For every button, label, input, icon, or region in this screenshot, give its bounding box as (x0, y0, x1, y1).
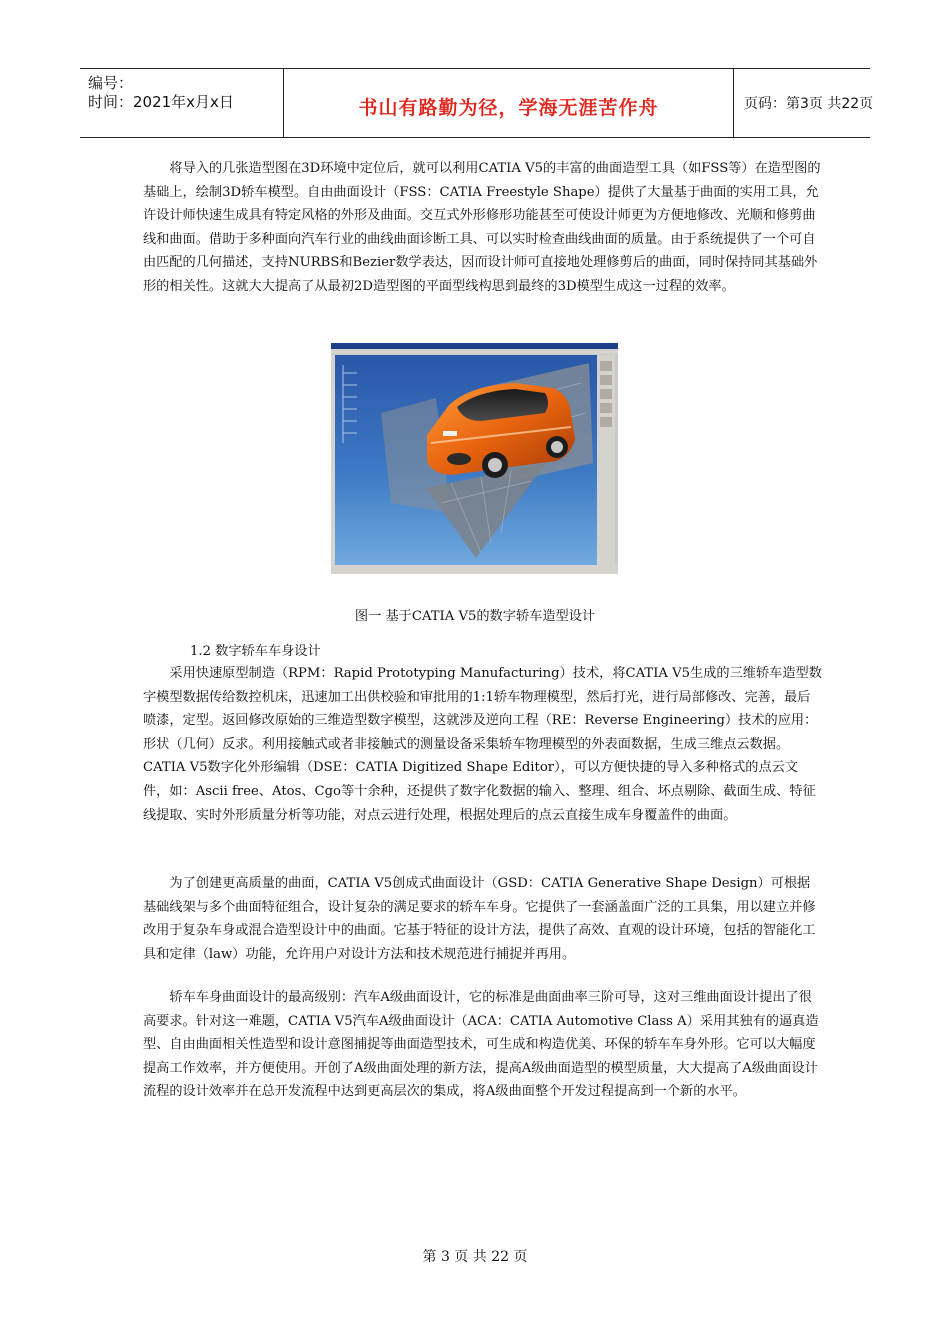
body-paragraph: 轿车车身曲面设计的最高级别：汽车A级曲面设计，它的标准是曲面曲率三阶可导，这对三维曲面设计提出了很高要求。针对这一难题，CATIA V5汽车A级曲面设计（ACA：CATIA Automotive Class A）采用其独有的逼真造型、自由曲面相关性造型和设计意图捕捉等曲面造型技术，可生成和构造优美、环保的轿车车身外形。它可以大幅度提高工作效率，并方便使用。开创了A级曲面处理的新方法，提高A级曲面造型的模型质量，大大提高了A级曲面设计流程的设计效率并在总开发流程中达到更高层次的集成，将A级曲面整个开发过程提高到一个新的水平。 (143, 990, 819, 1100)
section-heading: 1.2 数字轿车车身设计 (190, 644, 321, 659)
body-paragraph: 为了创建更高质量的曲面，CATIA V5创成式曲面设计（GSD：CATIA Generative Shape Design）可根据基础线架与多个曲面特征组合，设计复杂的满足要求的轿车车身。它提供了一套涵盖面广泛的工具集，用以建立并修改用于复杂车身或混合造型设计中的曲面。它基于特征的设计方法，提供了高效、直观的设计环境，包括的智能化工具和定律（law）功能，允许用户对设计方法和技术规范进行捕捉并再用。 (143, 876, 816, 962)
figure-caption: 图一 基于CATIA V5的数字轿车造型设计 (354, 609, 596, 624)
header-table (80, 68, 874, 138)
header-motto-cell (284, 69, 734, 137)
header-page-cell (734, 69, 874, 137)
paragraph-block-3 (143, 986, 823, 1104)
paragraph-block-1 (143, 662, 823, 827)
figure-catia-screenshot (331, 343, 618, 574)
body-paragraph: 采用快速原型制造（RPM：Rapid Prototyping Manufacturing）技术，将CATIA V5生成的三维轿车造型数字模型数据传给数控机床，迅速加工出供校验和审批用的1:1轿车物理模型，然后打光，进行局部修改、完善，最后喷漆，定型。返回修改原始的三维造型数字模型，这就涉及逆向工程（RE：Reverse Engineering）技术的应用：形状（几何）反求。利用接触式或者非接触式的测量设备采集轿车物理模型的外表面数据，生成三维点云数据。CATIA V5数字化外形编辑（DSE：CATIA Digitized Shape Editor），可以方便快捷的导入多种格式的点云文件，如：Ascii free、Atos、Cgo等十余种，还提供了数字化数据的输入、整理、组合、坏点剔除、截面生成、特征线提取、实时外形质量分析等功能，对点云进行处理，根据处理后的点云直接生成车身覆盖件的曲面。 (143, 666, 822, 823)
paragraph-block-2 (143, 872, 823, 966)
intro-paragraph-block (143, 157, 823, 299)
intro-paragraph: 将导入的几张造型图在3D环境中定位后，就可以利用CATIA V5的丰富的曲面造型工具（如FSS等）在造型图的基础上，绘制3D轿车模型。自由曲面设计（FSS：CATIA Freestyle Shape）提供了大量基于曲面的实用工具，允许设计师快速生成具有特定风格的外形及曲面。交互式外形修形功能甚至可使设计师更为方便地修改、光顺和修剪曲线和曲面。借助于多种面向汽车行业的曲线曲面诊断工具、可以实时检查曲线曲面的质量。由于系统提供了一个可自由匹配的几何描述，支持NURBS和Bezier数学表达，因而设计师可直接地处理修剪后的曲面，同时保持同其基础外形的相关性。这就大大提高了从最初2D造型图的平面型线构思到最终的3D模型生成这一过程的效率。 (143, 161, 821, 294)
serial-label: 编号： (88, 74, 134, 92)
catia-car-image (331, 343, 618, 574)
page-footer: 第 3 页 共 22 页 (422, 1249, 528, 1265)
header-meta-cell (80, 69, 284, 137)
time-label: 时间：2021年x月x日 (88, 93, 234, 111)
motto-text: 书山有路勤为径，学海无涯苦作舟 (358, 97, 659, 119)
page-info: 页码：第3页 共22页 (744, 96, 874, 112)
